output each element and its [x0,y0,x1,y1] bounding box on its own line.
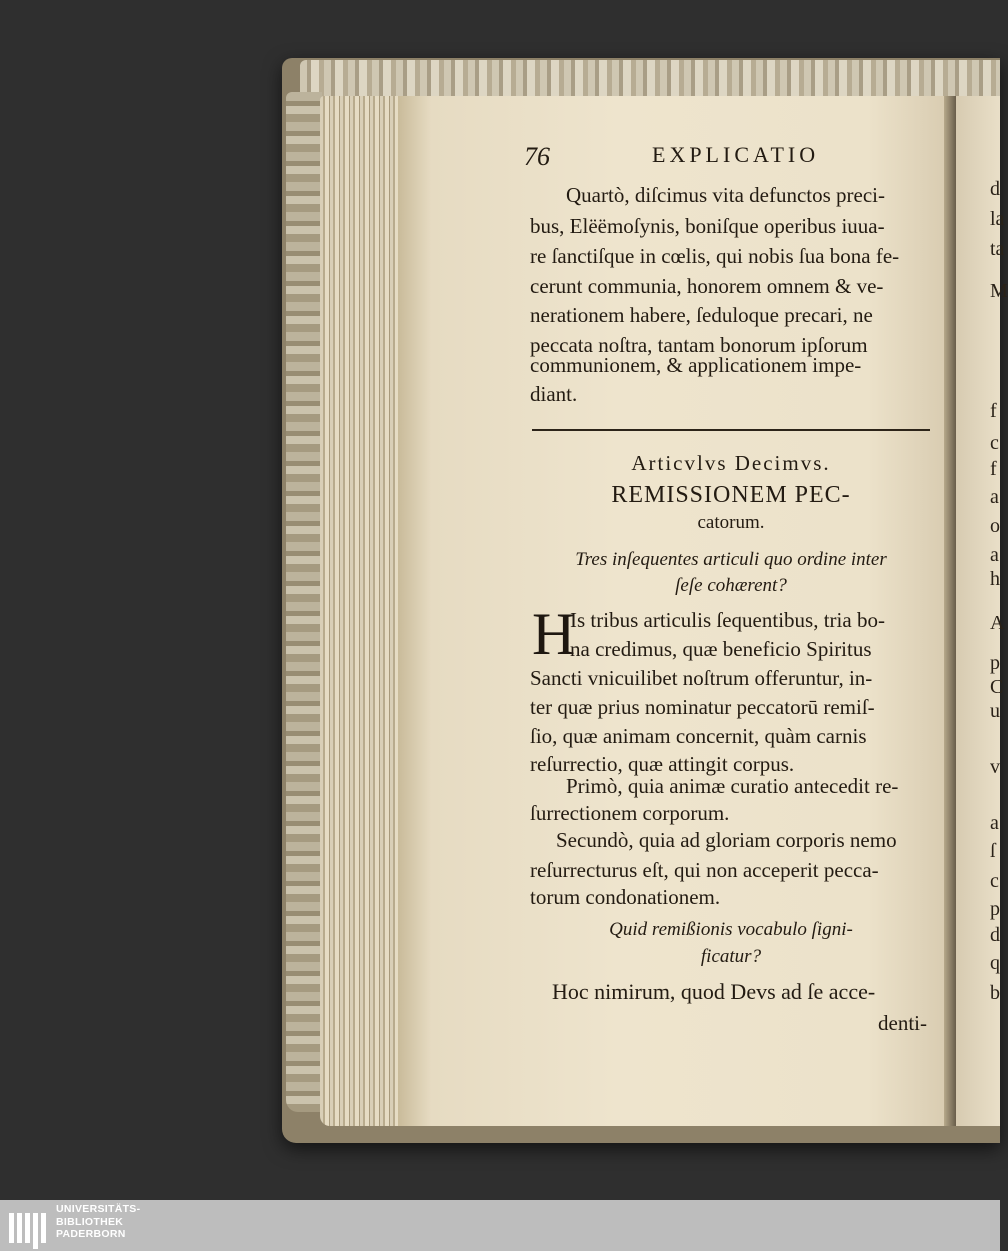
catchword: denti- [878,1011,927,1035]
page-number: 76 [524,142,550,171]
text-line: bus, Elëëmoſynis, boniſque operibus iuua- [530,214,885,238]
text-line: reſurrectio, quæ attingit corpus. [530,752,795,776]
right-page-letter: d [990,178,1000,200]
right-page-letter: o [990,515,1000,537]
text-line: ſio, quæ animam concernit, quàm carnis [530,724,867,748]
text-line: Primò, quia animæ curatio antecedit re- [566,774,899,798]
page-edges [320,96,406,1126]
right-page-letter: ſ [990,840,996,862]
right-page-letter: C [990,676,1004,698]
right-page-letter: M [990,280,1008,302]
article-title-continued: catorum. [697,512,765,533]
text-line: communionem, & applicationem impe- [530,353,862,377]
text-line: Is tribus articulis ſequentibus, tria bo- [570,608,885,632]
right-page-letter: h [990,568,1000,590]
right-page-letter: c [990,432,999,454]
text-line: torum condonationem. [530,885,721,909]
library-footer [0,1200,1000,1251]
question-heading: ſeſe cohærent? [675,575,787,596]
text-line: diant. [530,382,578,406]
section-divider [532,429,930,431]
library-name-line: UNIVERSITÄTS- [56,1203,141,1215]
right-page-letter: p [990,898,1000,920]
library-name-line: BIBLIOTHEK [56,1215,124,1228]
right-page-letter: d [990,924,1000,946]
text-line: reſurrecturus eſt, qui non acceperit pecca- [530,858,879,882]
right-page-letter: la [990,208,1005,230]
text-line: Quartò, diſcimus vita dеfunctos preci- [566,183,885,207]
right-page-letter: a [990,544,999,566]
book-spine-edge [286,92,322,1112]
text-line: ter quæ prius nominatur peccatorū remiſ- [530,695,875,719]
right-page-letter: f [990,458,997,480]
right-page-letter: v [990,756,1000,778]
library-name-line: PADERBORN [56,1228,126,1240]
text-line: nerationem habere, ſeduloque precari, ne [530,303,873,327]
book-top-edge [300,60,1000,100]
running-head: EXPLICATIO [652,142,820,167]
right-page-letter: f [990,400,997,422]
text-line: Hoc nimirum, quod Devs ad ſe acce- [552,979,876,1004]
text-line: ſurrectionem corporum. [530,801,730,825]
right-page-letter: q [990,952,1000,974]
right-page-letter: u [990,700,1000,722]
text-line: Sancti vnicuilibet noſtrum offeruntur, in- [530,666,873,690]
right-page-fragment [956,96,1008,1126]
right-page-letter: ta [990,238,1005,260]
question-heading: ficatur? [700,946,762,967]
right-page-letter: a [990,486,999,508]
text-line: peccata noſtra, tantam bonorum ipſorum [530,333,868,357]
right-page-letter: A [990,612,1005,634]
right-page-letter: p [990,652,1000,674]
right-page-letter: c [990,870,999,892]
text-line: re ſanctiſque in cœlis, qui nobis ſua bona fe- [530,244,900,268]
text-line: na credimus, quæ beneficio Spiritus [570,637,872,661]
question-heading: Quid remißionis vocabulo ſigni- [609,919,853,940]
article-heading: Articvlvs Decimvs. [631,451,831,475]
text-line: Secundò, quia ad gloriam corporis nemo [556,828,897,852]
right-page-letter: b [990,982,1000,1004]
text-line: cerunt communia, honorem omnem & ve- [530,274,884,298]
right-page-letter: a [990,812,999,834]
question-heading: Tres inſequentes articuli quo ordine inter [575,549,887,570]
article-title: REMISSIONEM PEC- [611,482,851,508]
library-logo-icon [7,1207,47,1249]
drop-capital: H [532,601,576,667]
library-name [56,1203,140,1241]
